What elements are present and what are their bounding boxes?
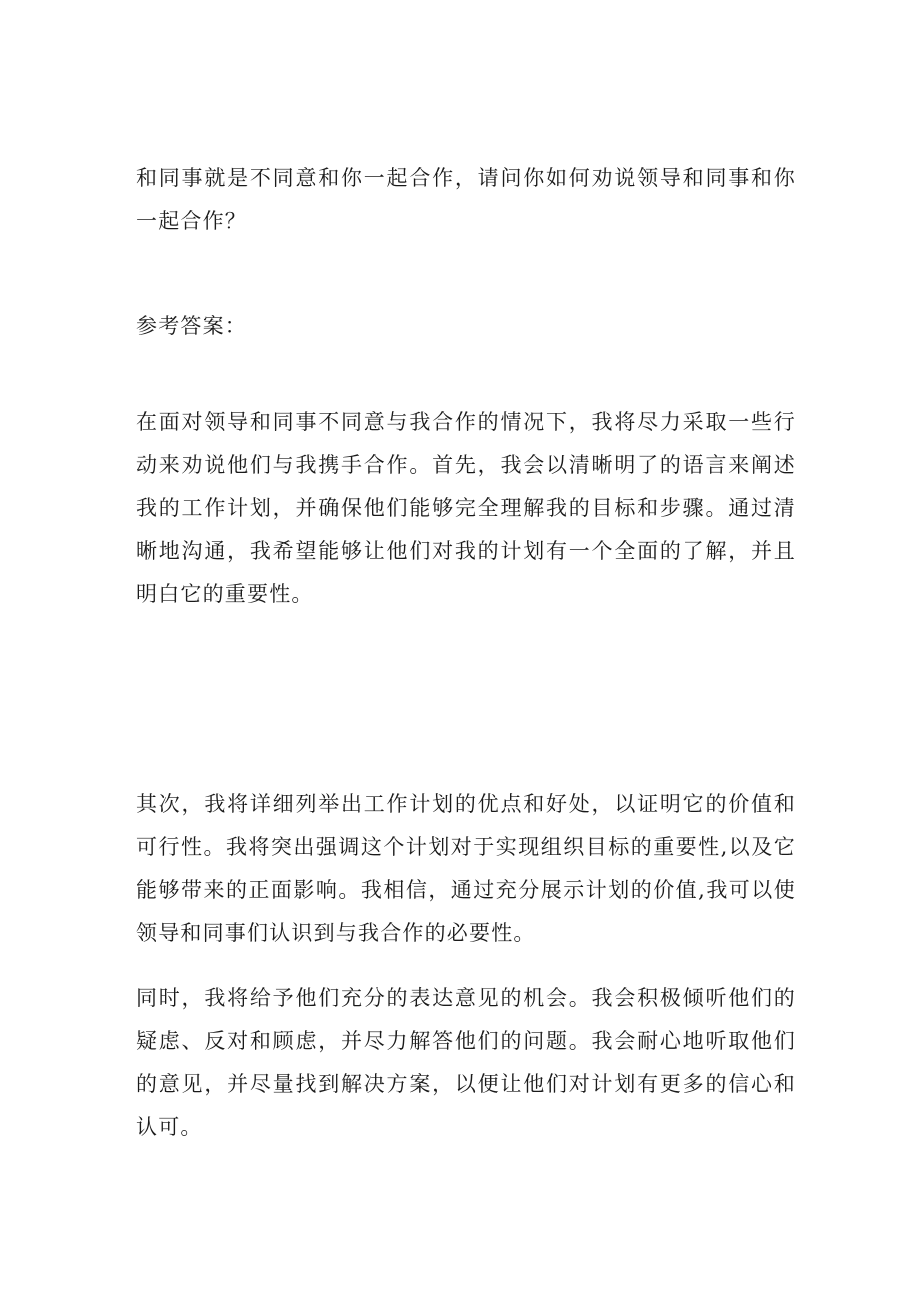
- answer-paragraph-1: 在面对领导和同事不同意与我合作的情况下，我将尽力采取一些行动来劝说他们与我携手合作。首先，我会以清晰明了的语言来阐述我的工作计划，并确保他们能够完全理解我的目标和步骤。通过清晰地沟通，我希望能够让他们对我的计划有一个全面的了解，并且明白它的重要性。: [136, 410, 796, 606]
- question-text: 和同事就是不同意和你一起合作，请问你如何劝说领导和同事和你一起合作？: [136, 166, 796, 233]
- answer-paragraph-2: 其次，我将详细列举出工作计划的优点和好处，以证明它的价值和可行性。我将突出强调这个计划对于实现组织目标的重要性,以及它能够带来的正面影响。我相信，通过充分展示计划的价值,我可以使领导和同事们认识到与我合作的必要性。: [136, 792, 796, 945]
- answer-label: 参考答案：: [136, 314, 247, 338]
- answer-paragraph-3: 同时，我将给予他们充分的表达意见的机会。我会积极倾听他们的疑虑、反对和顾虑，并尽力解答他们的问题。我会耐心地听取他们的意见，并尽量找到解决方案，以便让他们对计划有更多的信心和认可。: [136, 986, 796, 1139]
